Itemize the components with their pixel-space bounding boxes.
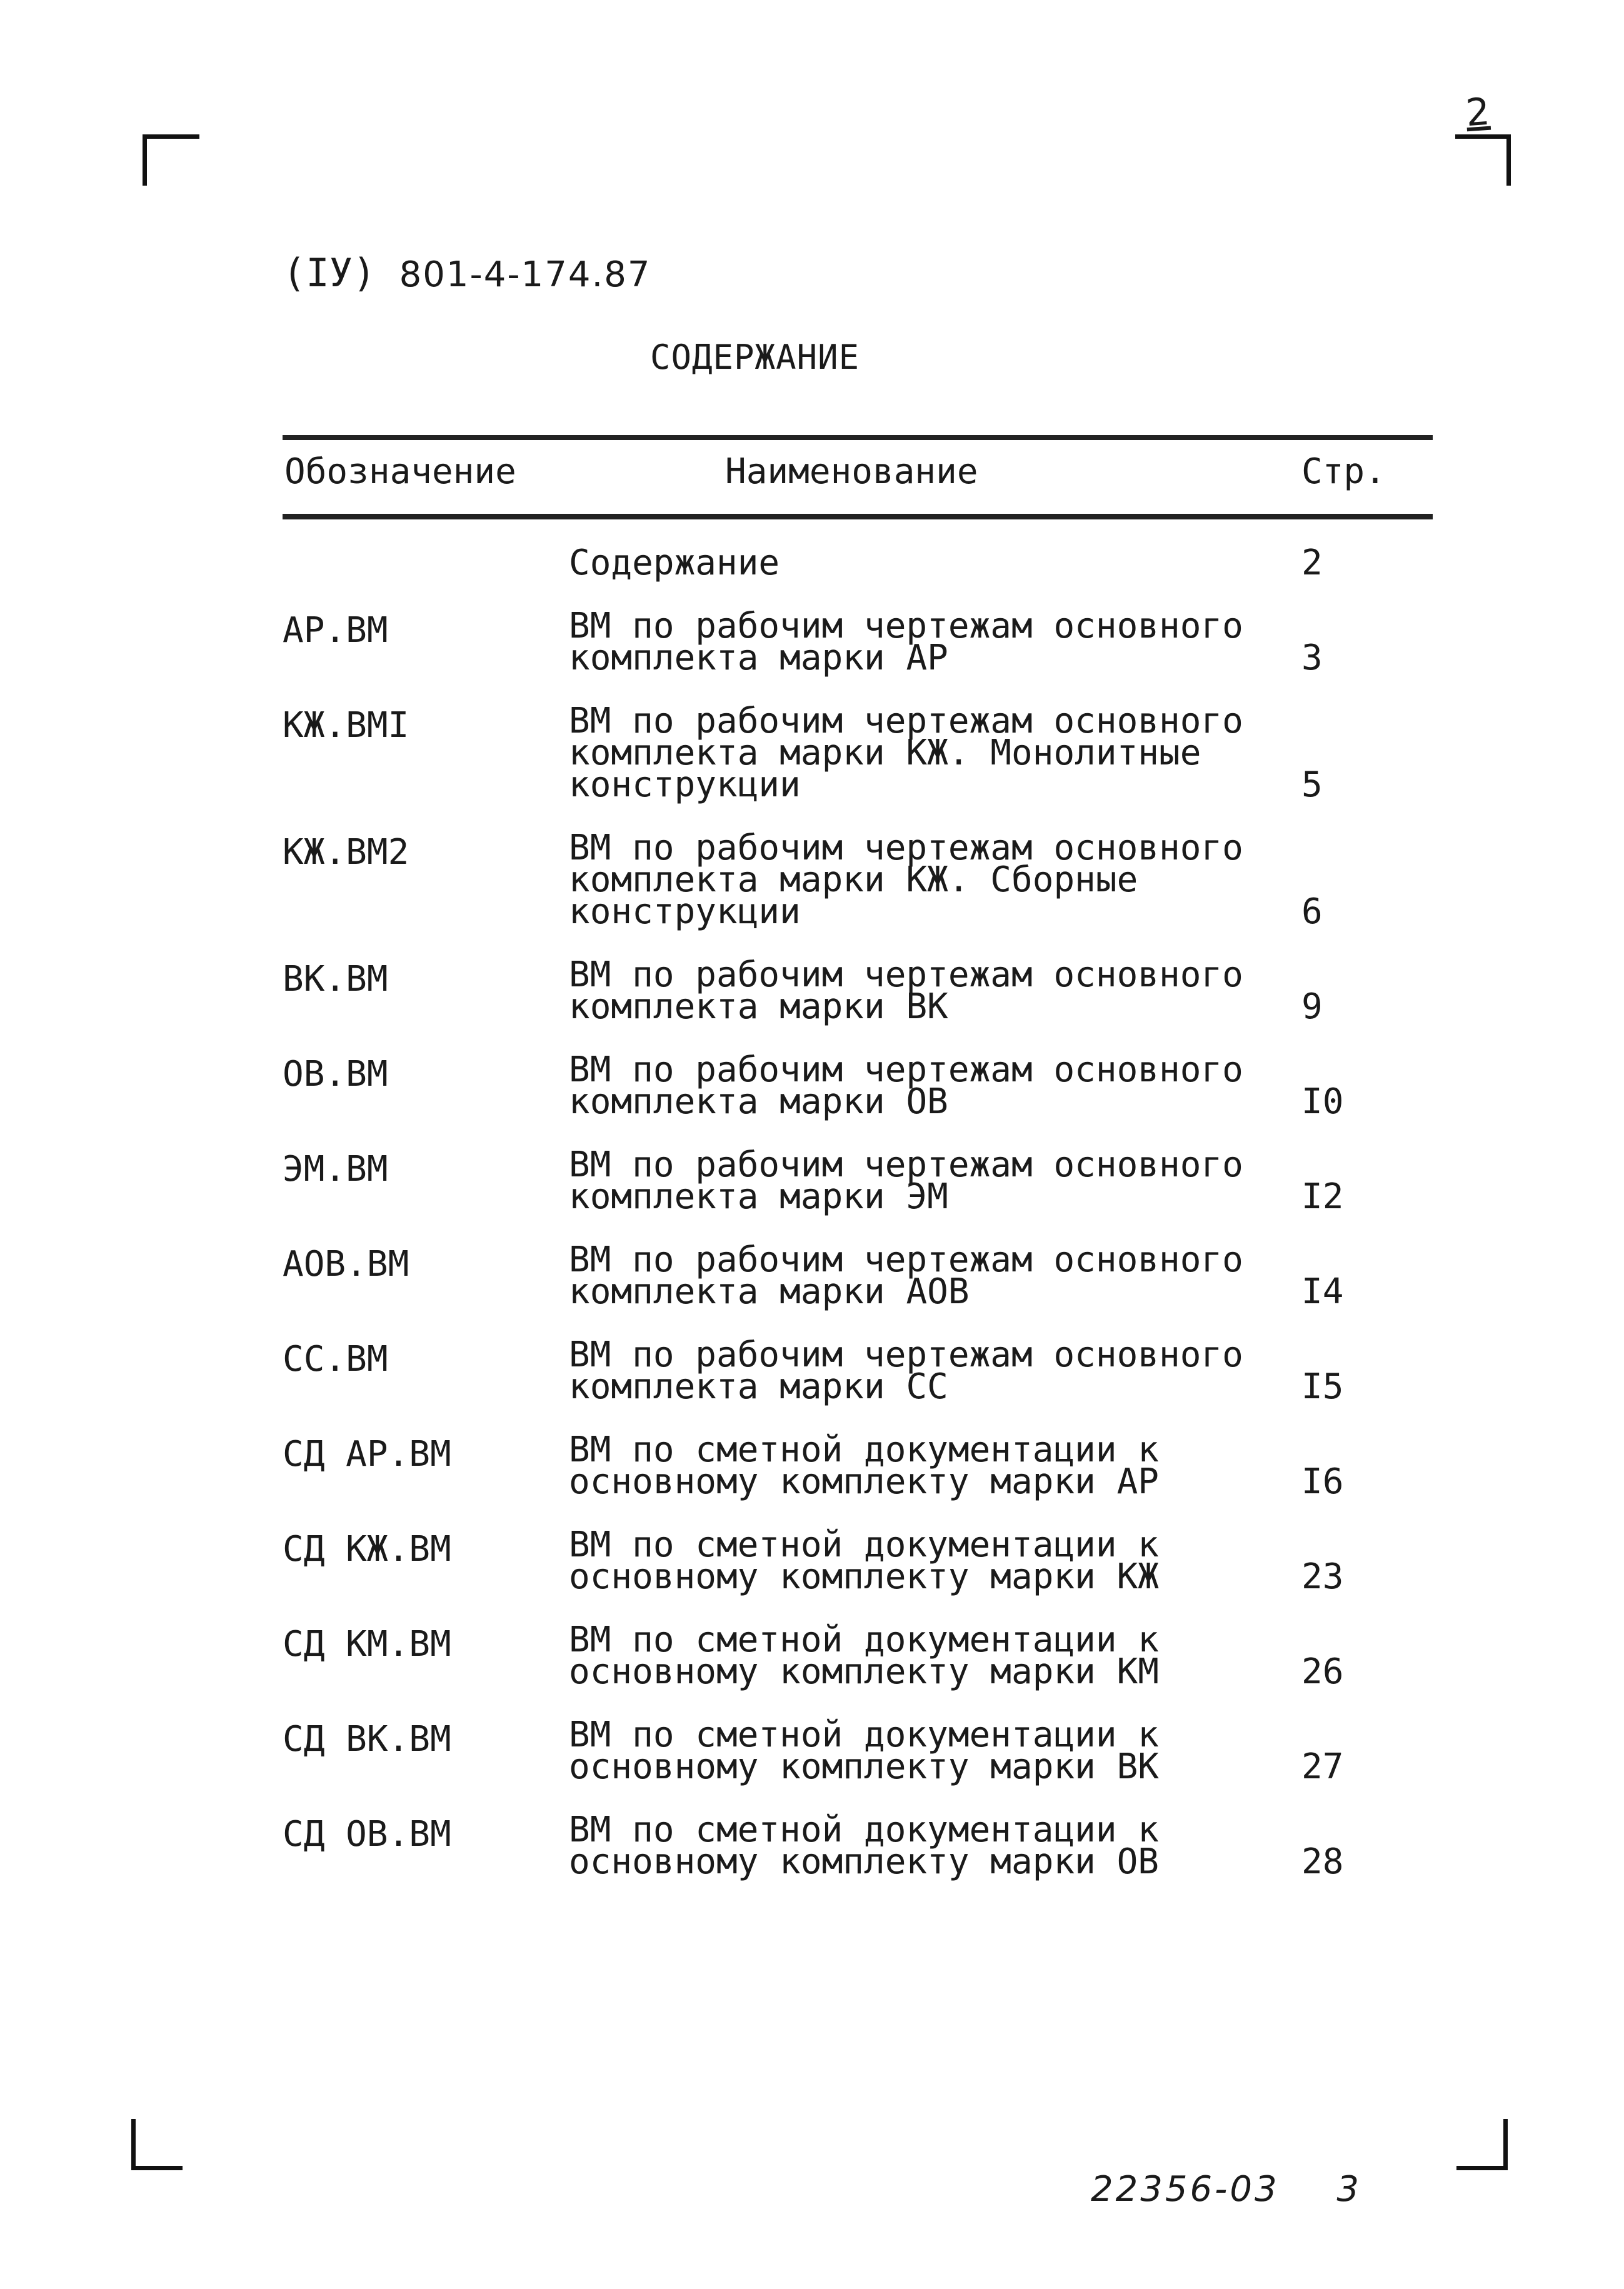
- row-page: 3: [1301, 638, 1323, 678]
- corner-mark-top-right: [1455, 134, 1511, 186]
- table-row: [283, 1715, 1433, 1787]
- row-name: [569, 1810, 1256, 1882]
- row-name-line: ВМ по сметной документации к: [569, 1810, 1160, 1850]
- footer-stamp-number: 22356-03: [1091, 2169, 1280, 2210]
- row-name: [569, 1620, 1256, 1692]
- row-name-line: ВМ по рабочим чертежам основного: [569, 954, 1243, 995]
- row-name-line: ВМ по сметной документации к: [569, 1715, 1160, 1755]
- row-name-line: ВМ по рабочим чертежам основного: [569, 606, 1243, 646]
- row-name-line: ВМ по рабочим чертежам основного: [569, 1049, 1243, 1090]
- row-code: ЭМ.ВМ: [283, 1149, 388, 1190]
- table-row: [283, 701, 1433, 805]
- row-name: [569, 1525, 1256, 1597]
- row-name-line: комплекта марки ЭМ: [569, 1176, 948, 1217]
- row-name: [569, 1430, 1256, 1502]
- table-top-rule: [283, 435, 1433, 440]
- row-name-line: основному комплекту марки КМ: [569, 1651, 1160, 1692]
- footer-sheet-number: 3: [1336, 2169, 1362, 2210]
- row-name-line: ВМ по рабочим чертежам основного: [569, 1335, 1243, 1375]
- row-name-line: конструкции: [569, 764, 801, 805]
- row-name-line: основному комплекту марки КЖ: [569, 1556, 1160, 1597]
- row-name: [569, 1049, 1256, 1122]
- row-name: [569, 954, 1256, 1027]
- row-code: АР.ВМ: [283, 610, 388, 651]
- table-row: [283, 543, 1433, 583]
- row-name-line: ВМ по рабочим чертежам основного: [569, 1144, 1243, 1185]
- document-code-prefix: (IУ): [283, 250, 376, 296]
- row-name-line: ВМ по сметной документации к: [569, 1525, 1160, 1565]
- footer-stamp: [1091, 2169, 1361, 2210]
- row-code: АОВ.ВМ: [283, 1244, 409, 1285]
- table-row: [283, 1240, 1433, 1312]
- row-page: I0: [1301, 1081, 1344, 1122]
- row-page: 23: [1301, 1556, 1344, 1597]
- row-name-line: ВМ по рабочим чертежам основного: [569, 701, 1243, 741]
- row-code: СД ВК.ВМ: [283, 1719, 451, 1760]
- row-name: [569, 1335, 1256, 1407]
- row-code: КЖ.ВМI: [283, 705, 409, 746]
- row-code: СС.ВМ: [283, 1339, 388, 1380]
- row-name-line: основному комплекту марки ВК: [569, 1746, 1160, 1787]
- row-code: СД АР.ВМ: [283, 1434, 451, 1475]
- row-name: [569, 1144, 1256, 1217]
- table-row: [283, 1144, 1433, 1217]
- row-name: [569, 1715, 1256, 1787]
- row-page: I6: [1301, 1461, 1344, 1502]
- row-name-line: ВМ по сметной документации к: [569, 1620, 1160, 1660]
- table-row: [283, 828, 1433, 932]
- row-name: [569, 828, 1256, 932]
- table-row: [283, 1049, 1433, 1122]
- row-page: 26: [1301, 1651, 1344, 1692]
- row-code: СД КЖ.ВМ: [283, 1529, 451, 1570]
- row-code: СД КМ.ВМ: [283, 1624, 451, 1665]
- row-page: 5: [1301, 764, 1323, 805]
- row-name: [569, 701, 1256, 805]
- row-name: [569, 606, 1256, 678]
- row-page: 27: [1301, 1746, 1344, 1787]
- corner-mark-top-left: [143, 134, 199, 186]
- table-row: [283, 954, 1433, 1027]
- row-name-line: комплекта марки ВК: [569, 986, 948, 1027]
- row-name-line: комплекта марки ОВ: [569, 1081, 948, 1122]
- row-name-line: основному комплекту марки ОВ: [569, 1841, 1160, 1882]
- header-designation: Обозначение: [284, 451, 516, 492]
- corner-mark-bottom-left: [131, 2119, 183, 2170]
- contents-table: [283, 543, 1433, 1909]
- page-title: СОДЕРЖАНИЕ: [650, 338, 860, 377]
- row-name-line: комплекта марки КЖ. Монолитные: [569, 733, 1201, 773]
- document-code: [283, 250, 651, 296]
- table-row: [283, 1430, 1433, 1502]
- row-code: КЖ.ВМ2: [283, 832, 409, 873]
- row-name-line: конструкции: [569, 891, 801, 932]
- row-page: 9: [1301, 986, 1323, 1027]
- corner-mark-bottom-right: [1456, 2119, 1508, 2170]
- table-row: [283, 1335, 1433, 1407]
- header-page: Стр.: [1301, 451, 1386, 492]
- row-name-line: комплекта марки КЖ. Сборные: [569, 859, 1138, 900]
- table-header-rule: [283, 514, 1433, 519]
- row-name: [569, 543, 1256, 583]
- table-row: [283, 1810, 1433, 1882]
- row-name: [569, 1240, 1256, 1312]
- document-code-number: 801-4-174.87: [399, 254, 651, 295]
- row-name-line: ВМ по рабочим чертежам основного: [569, 828, 1243, 868]
- row-name-line: комплекта марки СС: [569, 1366, 948, 1407]
- table-row: [283, 606, 1433, 678]
- row-page: 6: [1301, 891, 1323, 932]
- row-name-line: основному комплекту марки АР: [569, 1461, 1160, 1502]
- row-name-line: Содержание: [569, 543, 780, 583]
- row-name-line: комплекта марки АР: [569, 638, 948, 678]
- row-page: 28: [1301, 1841, 1344, 1882]
- page-number: 2: [1464, 89, 1491, 136]
- row-name-line: ВМ по сметной документации к: [569, 1430, 1160, 1470]
- row-code: ВК.ВМ: [283, 959, 388, 999]
- row-code: СД ОВ.ВМ: [283, 1814, 451, 1855]
- row-page: 2: [1301, 543, 1323, 583]
- row-code: ОВ.ВМ: [283, 1054, 388, 1094]
- row-name-line: ВМ по рабочим чертежам основного: [569, 1240, 1243, 1280]
- row-page: I4: [1301, 1271, 1344, 1312]
- row-name-line: комплекта марки АОВ: [569, 1271, 970, 1312]
- row-page: I5: [1301, 1366, 1344, 1407]
- table-row: [283, 1525, 1433, 1597]
- table-row: [283, 1620, 1433, 1692]
- row-page: I2: [1301, 1176, 1344, 1217]
- header-name: Наименование: [725, 451, 978, 492]
